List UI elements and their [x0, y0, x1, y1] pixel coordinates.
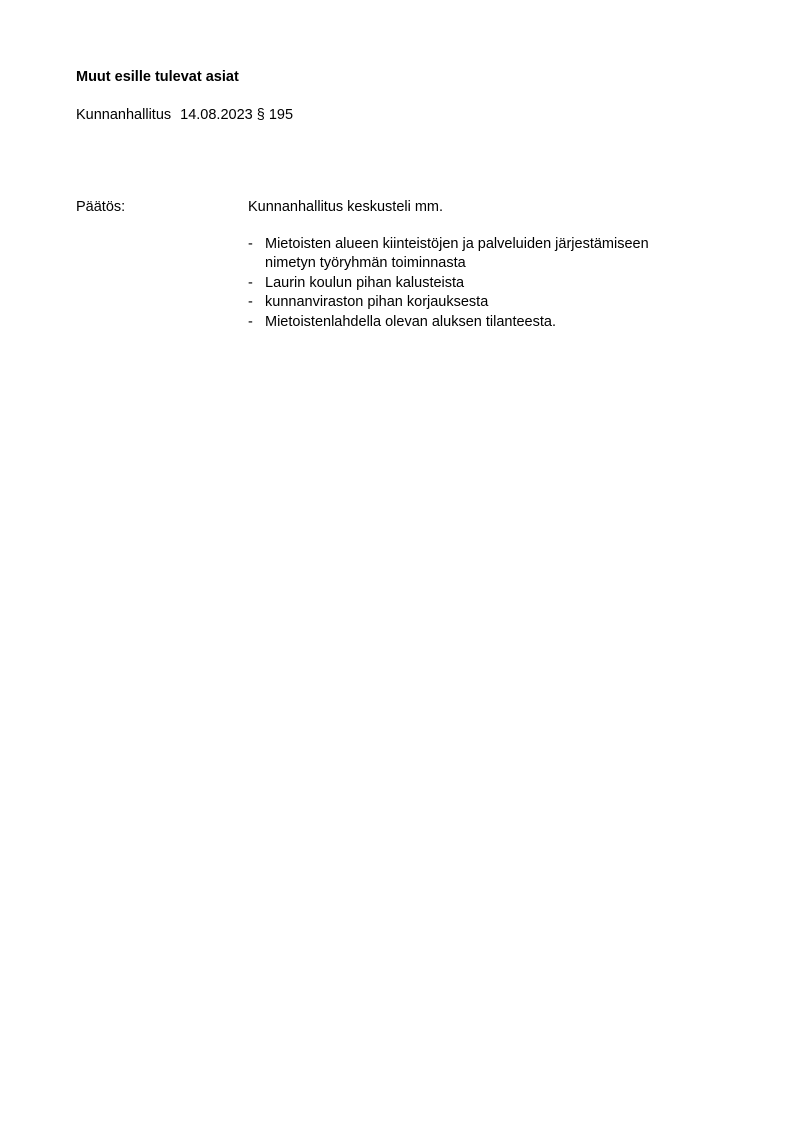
decision-item [248, 235, 748, 274]
decision-item-text: - Mietoisten alueen kiinteistöjen ja palveluiden järjestämiseen [265, 235, 649, 252]
decision-label: Päätös: [76, 199, 126, 215]
meeting-body: Kunnanhallitus [76, 107, 172, 123]
decision-item-text: - kunnanviraston pihan korjauksesta [265, 294, 489, 310]
meeting-date-section: 14.08.2023 § 195 [180, 107, 294, 123]
decision-items-list [248, 235, 748, 333]
decision-intro: Kunnanhallitus keskusteli mm. [248, 199, 444, 215]
decision-item [248, 274, 748, 294]
decision-body [248, 198, 748, 332]
decision-item-text-continued: nimetyn työryhmän toiminnasta [265, 255, 466, 271]
section-heading: Muut esille tulevat asiat [76, 69, 239, 85]
decision-item-text: - Laurin koulun pihan kalusteista [265, 274, 465, 291]
meeting-reference [76, 106, 293, 124]
decision-item-text: - Mietoistenlahdella olevan aluksen tilanteesta. [265, 313, 556, 330]
decision-item [248, 293, 748, 313]
decision-item [248, 313, 748, 333]
